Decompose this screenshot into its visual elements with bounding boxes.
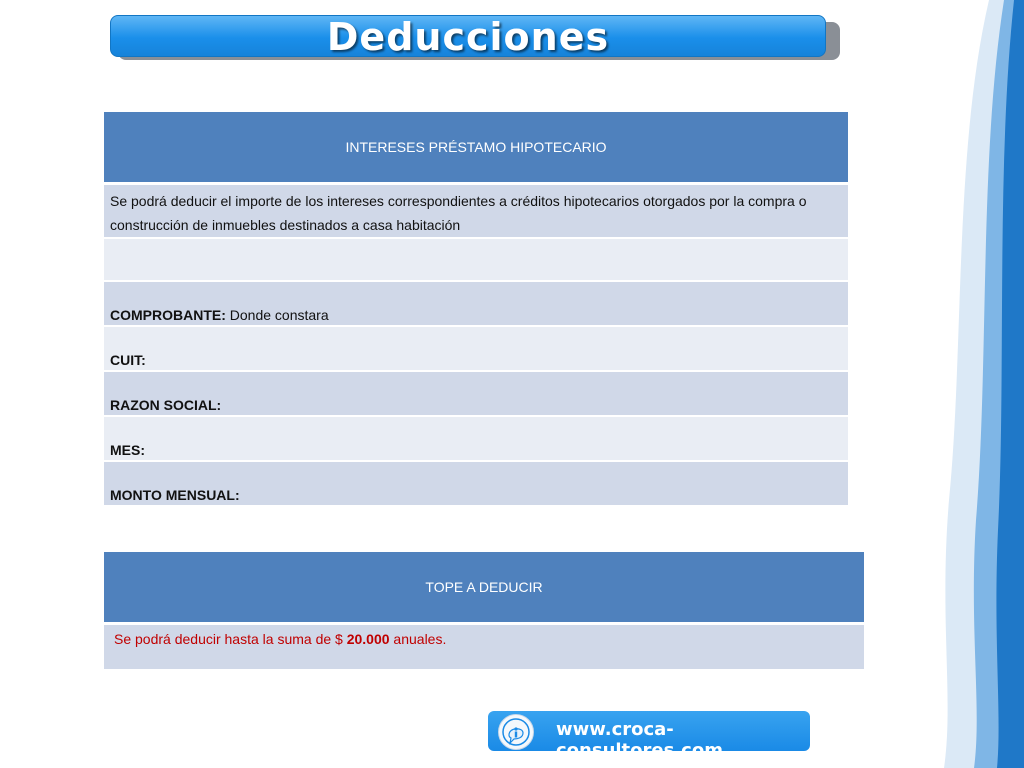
limit-amount: 20.000 [346, 631, 390, 647]
monto-mensual-row [104, 462, 848, 507]
title-banner [110, 15, 826, 57]
info-person-icon [498, 714, 534, 750]
mortgage-interest-table [104, 112, 848, 507]
website-link[interactable]: www.croca-consultores.com [556, 719, 723, 761]
cuit-row [104, 327, 848, 372]
limit-text-before: Se podrá deducir hasta la suma de $ [114, 631, 347, 647]
razon-social-label: RAZON SOCIAL: [110, 397, 222, 413]
table-header: TOPE A DEDUCIR [104, 552, 864, 625]
page-title: Deducciones [326, 15, 610, 59]
limit-text-after: anuales. [389, 631, 447, 647]
monto-mensual-label: MONTO MENSUAL: [110, 487, 240, 503]
empty-row [104, 239, 848, 282]
cuit-label: CUIT: [110, 352, 146, 368]
comprobante-label: COMPROBANTE: [110, 307, 226, 323]
table-header: INTERESES PRÉSTAMO HIPOTECARIO [104, 112, 848, 185]
comprobante-value: Donde constara [225, 307, 329, 323]
deduction-limit-table [104, 552, 864, 671]
website-link-bar[interactable] [488, 711, 810, 761]
limit-row [104, 625, 864, 671]
razon-social-row [104, 372, 848, 417]
decorative-side-band [894, 0, 1024, 768]
comprobante-row [104, 282, 848, 327]
mes-label: MES: [110, 442, 145, 458]
description-row: Se podrá deducir el importe de los intereses correspondientes a créditos hipotecarios otorgados por la compra o construcción de inmuebles destinados a casa habitación [104, 185, 848, 239]
mes-row [104, 417, 848, 462]
